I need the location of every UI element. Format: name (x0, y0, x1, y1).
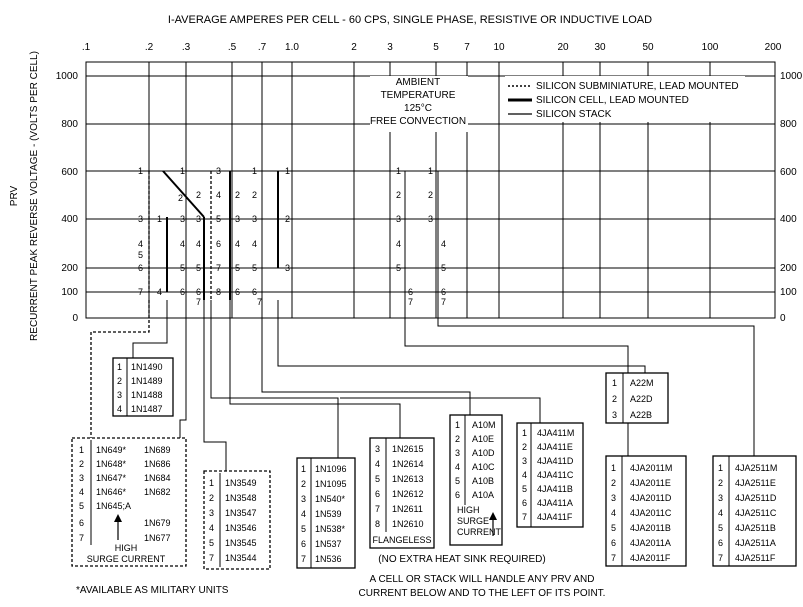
x-tick-label: .3 (181, 42, 191, 53)
table-index: 4 (79, 487, 85, 497)
table-value: 1N1096 (315, 464, 347, 474)
ambient-line4: FREE CONVECTION (369, 116, 467, 127)
point-label: 4 (216, 190, 222, 200)
table-index: 3 (79, 473, 85, 483)
y-tick-label: 200 (61, 263, 78, 274)
point-label: 7 (441, 297, 447, 307)
table-index: 3 (301, 494, 307, 504)
table-index: 3 (611, 493, 617, 503)
table-index: 6 (455, 490, 461, 500)
table-index: 2 (718, 478, 724, 488)
table-value: A10A (472, 490, 495, 500)
legend-item: SILICON CELL, LEAD MOUNTED (536, 95, 689, 106)
table-index: 5 (455, 476, 461, 486)
point-label: 3 (196, 214, 202, 224)
point-label: 3 (235, 214, 241, 224)
table-value: 1N1095 (315, 479, 347, 489)
surge-note-1: HIGH (114, 543, 138, 553)
point-label: 6 (252, 287, 258, 297)
ambient-line3: 125°C (404, 103, 432, 114)
table-value: 1N3544 (225, 553, 257, 563)
x-tick-label: .1 (81, 42, 91, 53)
table-value: 1N536 (315, 554, 342, 564)
table-1n2615 (370, 438, 434, 548)
surge-note-2: SURGE (457, 516, 490, 526)
table-value-alt: 1N689 (144, 445, 171, 455)
y-tick-label: 0 (780, 313, 786, 324)
point-label: 6 (216, 239, 222, 249)
x-tick-label: 7 (464, 42, 470, 53)
table-index: 3 (209, 508, 215, 518)
point-label: 3 (285, 263, 291, 273)
table-index: 1 (455, 420, 461, 430)
table-index: 2 (209, 493, 215, 503)
table-index: 3 (718, 493, 724, 503)
table-value: 1N540* (315, 494, 346, 504)
point-label: 5 (216, 214, 222, 224)
point-label: 5 (138, 250, 144, 260)
table-value: 1N649* (96, 445, 127, 455)
table-value: A10C (472, 462, 495, 472)
table-index: 1 (117, 362, 123, 372)
table-1n1096 (297, 458, 355, 568)
table-index: 2 (301, 479, 307, 489)
ambient-note (370, 76, 468, 132)
legend-item: SILICON STACK (536, 109, 612, 120)
point-label: 1 (252, 166, 258, 176)
x-tick-label: 2 (351, 42, 357, 53)
table-value: 1N2612 (392, 489, 424, 499)
table-index: 5 (375, 474, 381, 484)
table-index: 7 (718, 553, 724, 563)
table-value-alt: 1N686 (144, 459, 171, 469)
x-tick-label: 200 (764, 42, 782, 53)
table-a22m (606, 373, 668, 423)
table-index: 4 (522, 470, 528, 480)
table-value: 1N1487 (131, 404, 163, 414)
point-label: 2 (178, 193, 184, 203)
y-axis-label-full: RECURRENT PEAK REVERSE VOLTAGE - (VOLTS PER CELL) (29, 51, 40, 341)
point-label: 7 (216, 263, 222, 273)
point-label: 8 (216, 287, 222, 297)
x-tick-label: 10 (493, 42, 505, 53)
point-label: 5 (235, 263, 241, 273)
table-index: 4 (209, 523, 215, 533)
point-label: 2 (252, 190, 258, 200)
point-label: 4 (196, 239, 202, 249)
y-tick-labels-right (780, 71, 803, 324)
table-index: 6 (718, 538, 724, 548)
y-tick-label: 0 (72, 313, 78, 324)
table-value: 1N648* (96, 459, 127, 469)
table-index: 3 (612, 410, 618, 420)
table-value: A10M (472, 420, 496, 430)
legend (505, 76, 745, 122)
table-value-alt: 1N682 (144, 487, 171, 497)
table-index: 1 (301, 464, 307, 474)
table-value: 4JA411M (537, 428, 575, 438)
surge-note-3: CURRENT (457, 527, 501, 537)
y-axis-label-prv: PRV (9, 185, 20, 207)
table-value: 4JA2511A (735, 538, 776, 548)
x-tick-label: 20 (557, 42, 569, 53)
table-index: 4 (718, 508, 724, 518)
table-value: 1N2610 (392, 519, 424, 529)
table-value: 4JA411B (537, 484, 573, 494)
table-value: 4JA2011A (630, 538, 671, 548)
table-index: 6 (375, 489, 381, 499)
table-index: 4 (117, 404, 123, 414)
point-label: 3 (252, 214, 258, 224)
table-index: 7 (209, 553, 215, 563)
point-label: 3 (138, 214, 144, 224)
device-curves (149, 171, 438, 306)
table-value: 4JA411F (537, 512, 573, 522)
table-index: 3 (117, 390, 123, 400)
point-label: 6 (196, 287, 202, 297)
table-index: 1 (209, 478, 215, 488)
point-label: 2 (196, 190, 202, 200)
point-label: 7 (257, 297, 263, 307)
table-index: 5 (79, 501, 85, 511)
point-label: 1 (180, 166, 186, 176)
table-value: 1N2614 (392, 459, 424, 469)
surge-arrow-head (114, 514, 122, 522)
table-index: 6 (611, 538, 617, 548)
point-label: 4 (252, 239, 258, 249)
point-label: 7 (408, 297, 414, 307)
table-index: 6 (522, 498, 528, 508)
table-value: A10E (472, 434, 495, 444)
y-tick-label: 800 (61, 119, 78, 130)
x-tick-label: .7 (257, 42, 267, 53)
table-index: 3 (455, 448, 461, 458)
y-tick-label: 1000 (55, 71, 78, 82)
table-value: 1N539 (315, 509, 342, 519)
y-tick-label: 1000 (780, 71, 803, 82)
point-label: 4 (180, 239, 186, 249)
military-note: *AVAILABLE AS MILITARY UNITS (76, 585, 229, 596)
table-index: 1 (718, 463, 724, 473)
table-index: 7 (79, 533, 85, 543)
point-label: 3 (216, 166, 222, 176)
table-value: 1N3546 (225, 523, 257, 533)
x-tick-label: 5 (433, 42, 439, 53)
table-value: 1N647* (96, 473, 127, 483)
table-value: 1N3548 (225, 493, 257, 503)
table-value: 4JA2511D (735, 493, 777, 503)
y-tick-labels-left (56, 71, 79, 324)
point-label: 2 (396, 190, 402, 200)
footer-note-1: A CELL OR STACK WILL HANDLE ANY PRV AND (369, 574, 595, 585)
table-value: 4JA411E (537, 442, 573, 452)
legend-item: SILICON SUBMINIATURE, LEAD MOUNTED (536, 81, 739, 92)
point-label: 1 (285, 166, 291, 176)
point-label: 3 (428, 214, 434, 224)
table-index: 4 (455, 462, 461, 472)
table-value: 1N538* (315, 524, 346, 534)
table-value: 4JA2011M (630, 463, 673, 473)
table-value: 4JA2011C (630, 508, 672, 518)
table-value: 4JA411D (537, 456, 574, 466)
table-value: 1N1490 (131, 362, 163, 372)
table-index: 5 (301, 524, 307, 534)
table-value: A10B (472, 476, 495, 486)
table-value-alt: 1N679 (144, 518, 171, 528)
point-label: 1 (428, 166, 434, 176)
y-tick-label: 100 (780, 287, 797, 298)
table-value: 1N3545 (225, 538, 257, 548)
table-value: 1N2615 (392, 444, 424, 454)
table-value: 4JA2511B (735, 523, 776, 533)
x-tick-label: 100 (701, 42, 719, 53)
table-value: 4JA2011D (630, 493, 672, 503)
table-index: 7 (522, 512, 528, 522)
x-tick-label: .5 (227, 42, 237, 53)
x-tick-label: 3 (387, 42, 393, 53)
table-4ja2511m (713, 456, 796, 566)
table-index: 3 (375, 444, 381, 454)
point-label: 3 (396, 214, 402, 224)
point-label: 5 (196, 263, 202, 273)
table-1n1490 (113, 358, 173, 416)
table-value: 4JA411A (537, 498, 573, 508)
table-index: 2 (117, 376, 123, 386)
point-label: 4 (441, 239, 447, 249)
table-index: 5 (209, 538, 215, 548)
table-value: 1N2613 (392, 474, 424, 484)
y-tick-label: 600 (780, 167, 797, 178)
point-label: 1 (157, 214, 163, 224)
table-index: 7 (375, 504, 381, 514)
surge-note-2: SURGE CURRENT (86, 554, 166, 564)
y-axis-label (9, 51, 40, 341)
chart-title: I-AVERAGE AMPERES PER CELL - 60 CPS, SINGLE PHASE, RESISTIVE OR INDUCTIVE LOAD (167, 14, 653, 26)
table-index: 8 (375, 519, 381, 529)
table-value: 4JA2011F (630, 553, 671, 563)
table-1n3549 (204, 471, 270, 569)
table-index: 1 (611, 463, 617, 473)
x-tick-label: .2 (144, 42, 154, 53)
y-tick-label: 400 (780, 214, 797, 225)
point-label: 6 (441, 287, 447, 297)
point-label: 4 (157, 287, 163, 297)
table-index: 4 (611, 508, 617, 518)
ambient-line2: TEMPERATURE (380, 90, 456, 101)
table-value: 4JA2011E (630, 478, 671, 488)
table-value: 1N646* (96, 487, 127, 497)
point-label: 1 (138, 166, 144, 176)
point-label: 1 (396, 166, 402, 176)
y-tick-label: 800 (780, 119, 797, 130)
table-value: 1N3547 (225, 508, 257, 518)
table-value: 1N3549 (225, 478, 257, 488)
table-value-alt: 1N684 (144, 473, 171, 483)
x-tick-label: 30 (594, 42, 606, 53)
table-index: 7 (301, 554, 307, 564)
point-label: 5 (252, 263, 258, 273)
table-value: 1N2611 (392, 504, 423, 514)
table-4ja411m (517, 423, 583, 527)
footer-note-2: CURRENT BELOW AND TO THE LEFT OF ITS POINT. (358, 588, 606, 599)
table-index: 3 (522, 456, 528, 466)
table-index: 2 (455, 434, 461, 444)
table-value: 4JA2011B (630, 523, 671, 533)
point-label: 5 (180, 263, 186, 273)
table-value-alt: 1N677 (144, 533, 171, 543)
table-value: 1N537 (315, 539, 342, 549)
point-label: 6 (408, 287, 414, 297)
table-4ja2011m (606, 456, 686, 566)
table-index: 5 (718, 523, 724, 533)
ambient-line1: AMBIENT (395, 77, 441, 88)
table-1n649 (72, 438, 186, 566)
table-index: 1 (612, 378, 618, 388)
table-index: 7 (611, 553, 617, 563)
table-a10m (450, 415, 502, 545)
point-label: 6 (180, 287, 186, 297)
y-tick-label: 600 (61, 167, 78, 178)
point-label: 7 (196, 297, 202, 307)
point-label: 2 (235, 190, 241, 200)
x-tick-label: 1.0 (285, 42, 299, 53)
table-value: 4JA2511M (735, 463, 778, 473)
table-value: 4JA2511E (735, 478, 776, 488)
point-label: 5 (441, 263, 447, 273)
table-value: 1N1489 (131, 376, 163, 386)
table-index: 5 (611, 523, 617, 533)
table-value: 1N645;A (96, 501, 132, 511)
y-tick-label: 200 (780, 263, 797, 274)
table-index: 2 (612, 394, 618, 404)
table-index: 4 (375, 459, 381, 469)
point-label: 4 (396, 239, 402, 249)
point-label: 4 (235, 239, 241, 249)
point-label: 2 (428, 190, 434, 200)
table-value: A22M (630, 378, 654, 388)
table-index: 1 (79, 445, 85, 455)
table-value: 4JA411C (537, 470, 574, 480)
surge-note-1: HIGH (457, 505, 480, 515)
no-heatsink-note: (NO EXTRA HEAT SINK REQUIRED) (378, 554, 546, 565)
y-tick-label: 400 (61, 214, 78, 225)
table-value: A22B (630, 410, 653, 420)
point-label: 4 (138, 239, 144, 249)
point-label: 3 (180, 214, 186, 224)
point-label: 2 (285, 214, 291, 224)
table-index: 6 (301, 539, 307, 549)
y-tick-label: 100 (61, 287, 78, 298)
table-index: 4 (301, 509, 307, 519)
table-value: A10D (472, 448, 495, 458)
point-label: 6 (138, 263, 144, 273)
table-index: 2 (611, 478, 617, 488)
flangeless-note: FLANGELESS (372, 535, 432, 545)
table-value: A22D (630, 394, 653, 404)
point-label: 6 (235, 287, 241, 297)
point-label: 5 (396, 263, 402, 273)
table-value: 4JA2511F (735, 553, 776, 563)
table-value: 4JA2511C (735, 508, 777, 518)
x-tick-labels (82, 42, 782, 53)
table-value: 1N1488 (131, 390, 163, 400)
table-index: 2 (79, 459, 85, 469)
table-index: 6 (79, 518, 85, 528)
table-index: 2 (522, 442, 528, 452)
x-tick-label: 50 (642, 42, 654, 53)
point-label: 7 (138, 287, 144, 297)
table-index: 5 (522, 484, 528, 494)
table-index: 1 (522, 428, 528, 438)
